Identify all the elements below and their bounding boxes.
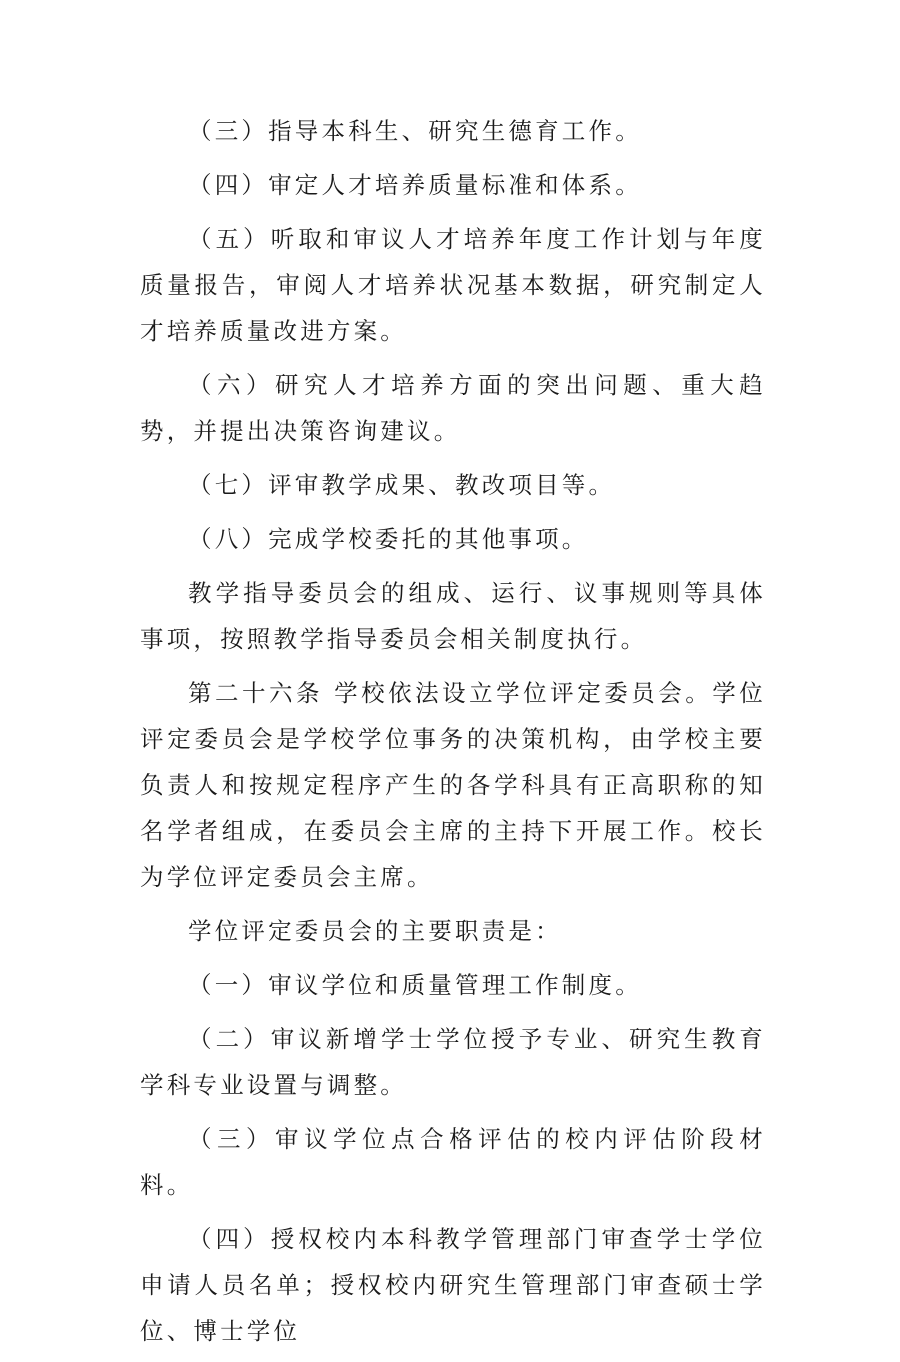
paragraph-item-3: （三）指导本科生、研究生德育工作。 — [188, 117, 642, 145]
paragraph-duties-intro: 学位评定委员会的主要职责是： — [188, 917, 562, 945]
paragraph-duty-1: （一）审议学位和质量管理工作制度。 — [188, 971, 642, 999]
paragraph-article-26: 第二十六条 学校依法设立学位评定委员会。学位评定委员会是学校学位事务的决策机构，由学校主要负责人和按规定程序产生的各学科具有正高职称的知名学者组成，在委员会主席的主持下开展工作。校长为学位评定委员会主席。 — [140, 679, 766, 891]
paragraph-committee-rules: 教学指导委员会的组成、运行、议事规则等具体事项，按照教学指导委员会相关制度执行。 — [140, 579, 766, 653]
paragraph-item-7: （七）评审教学成果、教改项目等。 — [188, 471, 616, 499]
paragraph-duty-2: （二）审议新增学士学位授予专业、研究生教育学科专业设置与调整。 — [140, 1025, 766, 1099]
paragraph-item-6: （六）研究人才培养方面的突出问题、重大趋势，并提出决策咨询建议。 — [140, 371, 766, 445]
document-body — [140, 108, 766, 1362]
paragraph-duty-4: （四）授权校内本科教学管理部门审查学士学位申请人员名单；授权校内研究生管理部门审查硕士学位、博士学位 — [140, 1225, 766, 1345]
paragraph-item-8: （八）完成学校委托的其他事项。 — [188, 525, 589, 553]
paragraph-item-5: （五）听取和审议人才培养年度工作计划与年度质量报告，审阅人才培养状况基本数据，研究制定人才培养质量改进方案。 — [140, 225, 766, 345]
paragraph-duty-3: （三）审议学位点合格评估的校内评估阶段材料。 — [140, 1125, 766, 1199]
paragraph-item-4: （四）审定人才培养质量标准和体系。 — [188, 171, 642, 199]
